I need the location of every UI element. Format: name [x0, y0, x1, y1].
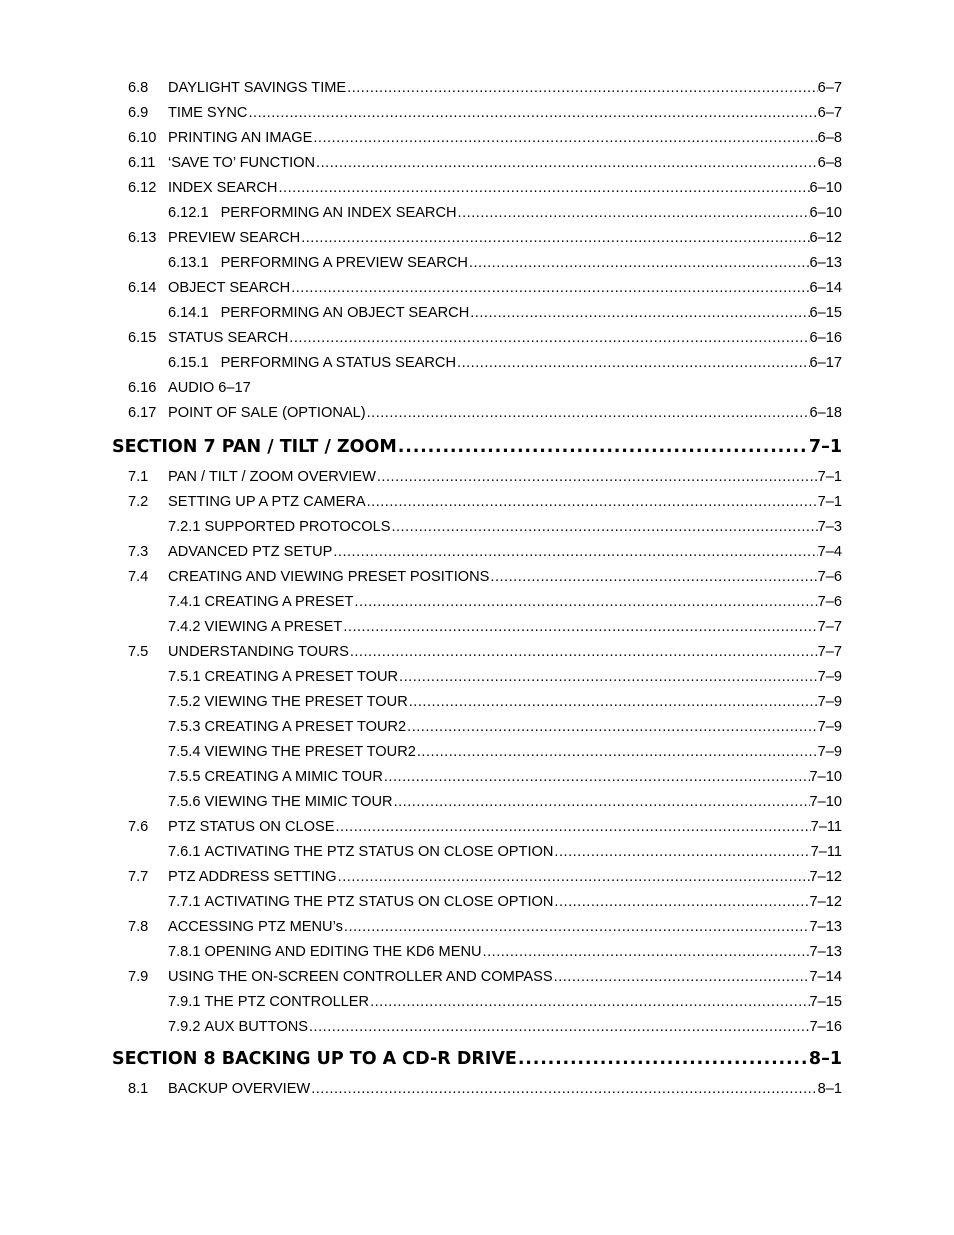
toc-entry-number: 7.2.1 — [168, 519, 201, 535]
toc-entry[interactable] — [168, 790, 842, 814]
toc-entry-number: 6.17 — [128, 405, 157, 421]
toc-entry-number: 7.4.1 — [168, 594, 201, 610]
toc-page-number: 7–11 — [810, 844, 842, 860]
dot-leader — [332, 540, 817, 564]
toc-entry[interactable] — [168, 615, 842, 639]
dot-leader — [376, 465, 818, 489]
toc-entry-number: 6.16 — [128, 380, 157, 396]
toc-page-number: 7–9 — [817, 744, 842, 760]
toc-entry-number: 7.5.5 — [168, 769, 201, 785]
toc-entry[interactable] — [128, 151, 842, 175]
toc-entry-number: 6.13 — [128, 230, 157, 246]
toc-entry[interactable] — [128, 640, 842, 664]
dot-leader — [469, 301, 809, 325]
toc-entry-title: ACTIVATING THE PTZ STATUS ON CLOSE OPTION — [204, 894, 554, 910]
toc-entry[interactable] — [128, 1077, 842, 1101]
toc-entry[interactable] — [128, 915, 842, 939]
toc-entry-number: 7.8 — [128, 919, 149, 935]
toc-entry-title: PTZ STATUS ON CLOSE — [168, 819, 335, 835]
toc-entry-number: 7.5.4 — [168, 744, 201, 760]
toc-section-heading[interactable] — [112, 1044, 842, 1074]
toc-entry-number: 7.5.6 — [168, 794, 201, 810]
toc-page-number: 7–11 — [810, 819, 842, 835]
toc-entry-title: CREATING A PRESET — [204, 594, 354, 610]
dot-leader — [335, 815, 811, 839]
dot-leader — [553, 965, 810, 989]
toc-page-number: 7–1 — [817, 469, 842, 485]
dot-leader — [337, 865, 810, 889]
toc-entry-number: 7.5.3 — [168, 719, 201, 735]
toc-page-number: 6–7 — [817, 105, 842, 121]
toc-page-number: 7–3 — [817, 519, 842, 535]
toc-page-number: 6–10 — [809, 180, 842, 196]
toc-entry-title: ACCESSING PTZ MENU’s — [168, 919, 343, 935]
toc-page-number: 7–10 — [809, 794, 842, 810]
toc-entry-title: INDEX SEARCH — [168, 180, 278, 196]
toc-entry[interactable] — [128, 465, 842, 489]
toc-entry[interactable] — [128, 865, 842, 889]
toc-page-number: 7–13 — [809, 944, 842, 960]
toc-entry[interactable] — [128, 401, 842, 425]
toc-page-number: 8–1 — [817, 1081, 842, 1097]
toc-entry[interactable] — [168, 890, 842, 914]
toc-entry-title: PERFORMING A STATUS SEARCH — [220, 355, 457, 371]
dot-leader — [383, 765, 810, 789]
toc-entry[interactable] — [128, 376, 842, 400]
toc-entry-title: TIME SYNC — [168, 105, 248, 121]
toc-entry-number: 7.6.1 — [168, 844, 201, 860]
toc-entry[interactable] — [128, 540, 842, 564]
toc-entry-title: VIEWING A PRESET — [204, 619, 343, 635]
toc-entry-number: 7.2 — [128, 494, 149, 510]
toc-entry-number: 6.14.1 — [168, 305, 209, 321]
toc-entry[interactable] — [168, 665, 842, 689]
toc-entry-title: ACTIVATING THE PTZ STATUS ON CLOSE OPTION — [204, 844, 554, 860]
dot-leader — [369, 990, 809, 1014]
toc-entry[interactable] — [168, 715, 842, 739]
toc-page-number: 7–7 — [817, 619, 842, 635]
toc-entry-number: 6.15 — [128, 330, 157, 346]
toc-entry[interactable] — [128, 326, 842, 350]
toc-entry[interactable] — [168, 765, 842, 789]
toc-entry-number: 7.9.1 — [168, 994, 201, 1010]
dot-leader — [349, 640, 818, 664]
toc-entry-number: 7.1 — [128, 469, 149, 485]
dot-leader — [310, 1077, 817, 1101]
toc-entry[interactable] — [128, 565, 842, 589]
toc-entry-title: DAYLIGHT SAVINGS TIME — [168, 80, 347, 96]
toc-entry[interactable] — [168, 740, 842, 764]
toc-page-number: 7–10 — [809, 769, 842, 785]
toc-entry[interactable] — [128, 226, 842, 250]
toc-entry[interactable] — [168, 515, 842, 539]
toc-page-number: 7–1 — [808, 437, 842, 457]
toc-entry-title: STATUS SEARCH — [168, 330, 289, 346]
dot-leader — [390, 515, 817, 539]
dot-leader — [553, 890, 809, 914]
dot-leader — [468, 251, 810, 275]
toc-entry-number: 6.10 — [128, 130, 157, 146]
dot-leader — [553, 840, 810, 864]
toc-entry-title: VIEWING THE MIMIC TOUR — [204, 794, 393, 810]
toc-page-number: 6–10 — [809, 205, 842, 221]
dot-leader — [300, 226, 809, 250]
toc-page-number: 7–9 — [817, 719, 842, 735]
toc-page-number: 6–16 — [809, 330, 842, 346]
toc-entry-title: PERFORMING AN OBJECT SEARCH — [220, 305, 470, 321]
toc-entry-title: ‘SAVE TO’ FUNCTION — [168, 155, 316, 171]
toc-entry-title: OPENING AND EDITING THE KD6 MENU — [204, 944, 482, 960]
toc-entry-number: 7.4 — [128, 569, 149, 585]
dot-leader — [397, 432, 809, 462]
toc-entry-number: 6.15.1 — [168, 355, 209, 371]
toc-entry-title: SETTING UP A PTZ CAMERA — [168, 494, 366, 510]
toc-entry[interactable] — [128, 126, 842, 150]
toc-entry-number: 7.8.1 — [168, 944, 201, 960]
dot-leader — [416, 740, 818, 764]
toc-entry-number: 7.9.2 — [168, 1019, 201, 1035]
toc-entry[interactable] — [168, 840, 842, 864]
toc-page-number: 7–9 — [817, 669, 842, 685]
toc-page-number: 7–14 — [809, 969, 842, 985]
toc-entry[interactable] — [168, 990, 842, 1014]
toc-page-number: 6–13 — [809, 255, 842, 271]
toc-entry-title: PTZ ADDRESS SETTING — [168, 869, 337, 885]
toc-entry[interactable] — [168, 201, 842, 225]
toc-entry[interactable] — [128, 101, 842, 125]
dot-leader — [517, 1044, 809, 1074]
toc-entry-number: 7.7 — [128, 869, 149, 885]
toc-entry-title: CREATING A MIMIC TOUR — [204, 769, 383, 785]
toc-page-number: 7–6 — [817, 594, 842, 610]
toc-page-number: 8–1 — [808, 1049, 842, 1069]
toc-entry-number: 7.9 — [128, 969, 149, 985]
toc-page-number: 7–15 — [809, 994, 842, 1010]
toc-entry-title: PAN / TILT / ZOOM OVERVIEW — [168, 469, 376, 485]
toc-page-number: 7–9 — [817, 694, 842, 710]
dot-leader — [312, 126, 817, 150]
toc-entry[interactable] — [128, 490, 842, 514]
toc-entry-number: 7.6 — [128, 819, 149, 835]
toc-page-number: 6–7 — [817, 80, 842, 96]
toc-entry-title: PRINTING AN IMAGE — [168, 130, 313, 146]
toc-entry-title: BACKUP OVERVIEW — [168, 1081, 311, 1097]
toc-entry-number: 6.14 — [128, 280, 157, 296]
toc-page-number: 7–16 — [809, 1019, 842, 1035]
toc-entry[interactable] — [128, 276, 842, 300]
dot-leader — [343, 915, 810, 939]
dot-leader — [366, 490, 818, 514]
toc-entry-title: CREATING A PRESET TOUR — [204, 669, 399, 685]
toc-entry[interactable] — [168, 940, 842, 964]
dot-leader — [247, 101, 817, 125]
toc-entry-number: 7.5.1 — [168, 669, 201, 685]
toc-entry-title: UNDERSTANDING TOURS — [168, 644, 349, 660]
toc-page-number: 7–6 — [817, 569, 842, 585]
toc-entry-number: 8.1 — [128, 1081, 149, 1097]
dot-leader — [398, 665, 818, 689]
toc-entry-number: 6.8 — [128, 80, 149, 96]
toc-entry[interactable] — [168, 590, 842, 614]
toc-page-number: 6–12 — [809, 230, 842, 246]
dot-leader — [353, 590, 817, 614]
dot-leader — [406, 715, 818, 739]
toc-page-number: 6–17 — [218, 380, 251, 396]
toc-entry-number: 6.12 — [128, 180, 157, 196]
toc-entry-number: 7.7.1 — [168, 894, 201, 910]
toc-entry-number: 7.5 — [128, 644, 149, 660]
toc-entry[interactable] — [168, 690, 842, 714]
dot-leader — [342, 615, 817, 639]
toc-page-number: 7–12 — [809, 869, 842, 885]
toc-page-number: 7–12 — [809, 894, 842, 910]
toc-entry-title: POINT OF SALE (OPTIONAL) — [168, 405, 366, 421]
toc-entry-title: PREVIEW SEARCH — [168, 230, 301, 246]
toc-entry-number: 6.11 — [128, 155, 156, 171]
dot-leader — [288, 326, 809, 350]
toc-entry-title: THE PTZ CONTROLLER — [204, 994, 370, 1010]
toc-entry-title: SUPPORTED PROTOCOLS — [204, 519, 391, 535]
toc-entry-title: AUDIO — [168, 380, 215, 396]
toc-entry-title: OBJECT SEARCH — [168, 280, 291, 296]
toc-entry-title: CREATING AND VIEWING PRESET POSITIONS — [168, 569, 490, 585]
toc-entry[interactable] — [128, 76, 842, 100]
toc-entry[interactable] — [168, 351, 842, 375]
dot-leader — [315, 151, 818, 175]
toc-entry-title: SECTION 7 PAN / TILT / ZOOM — [112, 437, 397, 457]
toc-page-number: 6–8 — [817, 155, 842, 171]
toc-page-number: 6–18 — [809, 405, 842, 421]
toc-page-number: 6–14 — [809, 280, 842, 296]
toc-entry-title: USING THE ON-SCREEN CONTROLLER AND COMPASS — [168, 969, 553, 985]
toc-entry[interactable] — [168, 301, 842, 325]
toc-entry[interactable] — [128, 815, 842, 839]
toc-entry[interactable] — [128, 176, 842, 200]
toc-entry-number: 6.9 — [128, 105, 149, 121]
toc-entry-title: VIEWING THE PRESET TOUR — [204, 694, 408, 710]
toc-entry-number: 6.12.1 — [168, 205, 209, 221]
toc-entry-number: 7.5.2 — [168, 694, 201, 710]
toc-entry-title: VIEWING THE PRESET TOUR2 — [204, 744, 416, 760]
toc-entry[interactable] — [128, 965, 842, 989]
dot-leader — [290, 276, 809, 300]
toc-page-number: 7–13 — [809, 919, 842, 935]
toc-section-heading[interactable] — [112, 432, 842, 462]
toc-entry[interactable] — [168, 251, 842, 275]
dot-leader — [457, 201, 810, 225]
toc-entry-number: 7.3 — [128, 544, 149, 560]
dot-leader — [346, 76, 818, 100]
toc-page-number: 7–1 — [817, 494, 842, 510]
toc-page-number: 7–7 — [817, 644, 842, 660]
toc-entry-title: PERFORMING A PREVIEW SEARCH — [220, 255, 468, 271]
dot-leader — [456, 351, 810, 375]
dot-leader — [393, 790, 810, 814]
toc-page-number: 6–17 — [809, 355, 842, 371]
toc-page-number: 7–4 — [817, 544, 842, 560]
dot-leader — [408, 690, 818, 714]
toc-page-number: 6–15 — [809, 305, 842, 321]
toc-entry-title: CREATING A PRESET TOUR2 — [204, 719, 407, 735]
dot-leader — [366, 401, 810, 425]
toc-entry-title: AUX BUTTONS — [204, 1019, 308, 1035]
toc-entry-title: PERFORMING AN INDEX SEARCH — [220, 205, 457, 221]
dot-leader — [489, 565, 817, 589]
toc-entry-title: ADVANCED PTZ SETUP — [168, 544, 333, 560]
toc-entry-title: SECTION 8 BACKING UP TO A CD-R DRIVE — [112, 1049, 517, 1069]
toc-entry[interactable] — [168, 1015, 842, 1039]
dot-leader — [482, 940, 810, 964]
toc-page-number: 6–8 — [817, 130, 842, 146]
dot-leader — [308, 1015, 810, 1039]
toc-entry-number: 6.13.1 — [168, 255, 209, 271]
toc-entry-number: 7.4.2 — [168, 619, 201, 635]
dot-leader — [277, 176, 809, 200]
